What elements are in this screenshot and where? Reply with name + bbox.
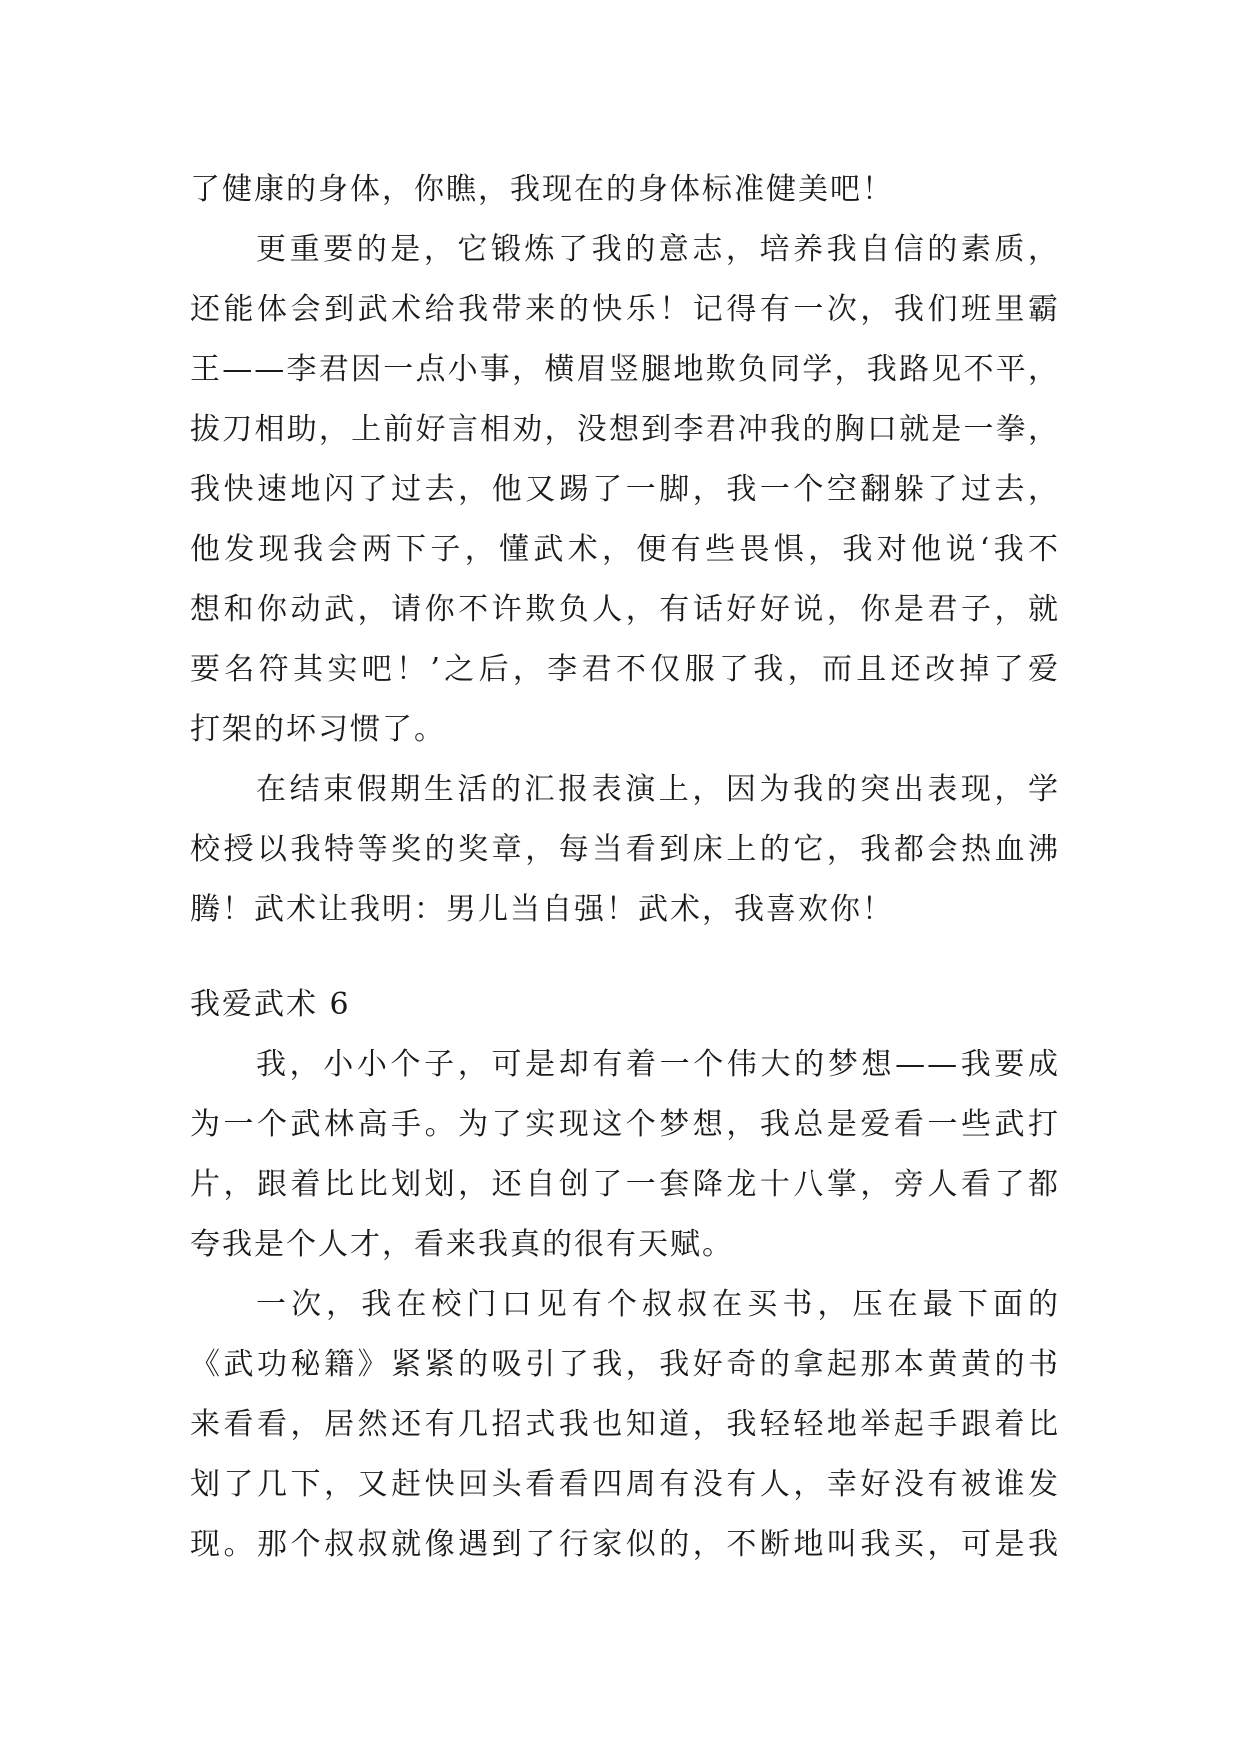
paragraph-line: 《武功秘籍》紧紧的吸引了我，我好奇的拿起那本黄黄的书 [190, 1347, 1060, 1382]
paragraph-line: 他发现我会两下子，懂武术，便有些畏惧，我对他说‘我不 [190, 532, 1060, 567]
paragraph-line: 片，跟着比比划划，还自创了一套降龙十八掌，旁人看了都 [190, 1167, 1060, 1202]
paragraph-line: 更重要的是，它锻炼了我的意志，培养我自信的素质， [256, 232, 1060, 267]
paragraph-line: 想和你动武，请你不许欺负人，有话好好说，你是君子，就 [190, 592, 1060, 627]
paragraph-line: 王——李君因一点小事，横眉竖腿地欺负同学，我路见不平， [190, 352, 1060, 387]
paragraph-line: 为一个武林高手。为了实现这个梦想，我总是爱看一些武打 [190, 1107, 1060, 1142]
paragraph-line: 还能体会到武术给我带来的快乐！记得有一次，我们班里霸 [190, 292, 1060, 327]
section-title: 我爱武术 6 [190, 987, 351, 1022]
paragraph-line: 我快速地闪了过去，他又踢了一脚，我一个空翻躲了过去， [190, 472, 1060, 507]
paragraph-line: 腾！武术让我明：男儿当自强！武术，我喜欢你！ [190, 892, 894, 927]
paragraph-line: 夸我是个人才，看来我真的很有天赋。 [190, 1227, 734, 1262]
paragraph-line: 我，小小个子，可是却有着一个伟大的梦想——我要成 [256, 1047, 1060, 1082]
paragraph-line: 要名符其实吧！’之后，李君不仅服了我，而且还改掉了爱 [190, 652, 1060, 687]
paragraph-line: 了健康的身体，你瞧，我现在的身体标准健美吧！ [190, 172, 894, 207]
paragraph-line: 拔刀相助，上前好言相劝，没想到李君冲我的胸口就是一拳， [190, 412, 1060, 447]
essay-section-5-body [190, 160, 1060, 940]
paragraph-line: 现。那个叔叔就像遇到了行家似的，不断地叫我买，可是我 [190, 1527, 1060, 1562]
paragraph-line: 在结束假期生活的汇报表演上，因为我的突出表现，学 [256, 772, 1060, 807]
paragraph-line: 一次，我在校门口见有个叔叔在买书，压在最下面的 [256, 1287, 1060, 1322]
paragraph-line: 来看看，居然还有几招式我也知道，我轻轻地举起手跟着比 [190, 1407, 1060, 1442]
paragraph-line: 划了几下，又赶快回头看看四周有没有人，幸好没有被谁发 [190, 1467, 1060, 1502]
essay-section-6-body [190, 1035, 1060, 1575]
paragraph-line: 校授以我特等奖的奖章，每当看到床上的它，我都会热血沸 [190, 832, 1060, 867]
paragraph-line: 打架的坏习惯了。 [190, 712, 446, 747]
